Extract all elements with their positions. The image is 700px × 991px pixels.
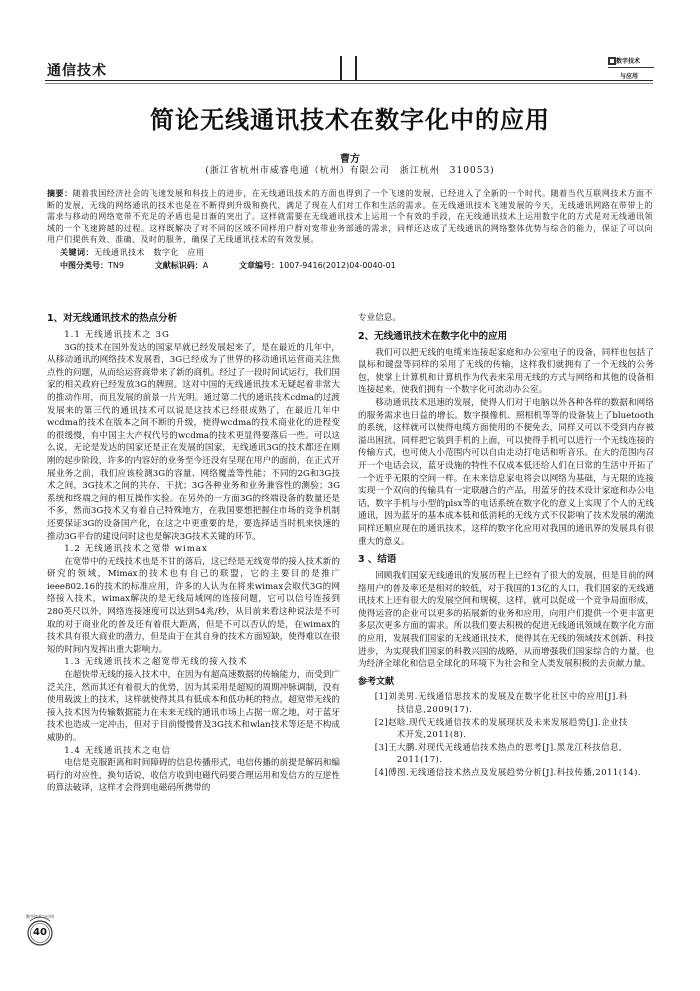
- page-number-badge: [26, 913, 54, 949]
- reference-item: 2011(17).: [396, 754, 443, 765]
- paragraph: 电信是克服距离和时间障碍的信息传播形式，电信传播的前提是解码和编码行的对应性，换句话说，收信方收到电磁代码要合理运用和发信方的互逆性的算法破译，这样才会得到电磁码所携带的: [47, 758, 340, 794]
- article-author: 曹方: [340, 154, 360, 165]
- page-header: [0, 0, 700, 92]
- references-heading: 参考文献: [358, 676, 395, 687]
- logo-rule: [608, 67, 654, 68]
- right-column: [358, 312, 654, 779]
- page-number: 40: [33, 927, 47, 938]
- subsection-heading: 1.2 无线通讯技术之宽带 wimax: [64, 544, 208, 555]
- article-affiliation: (浙江省杭州市威睿电通（杭州）有限公司 浙江杭州 310053): [205, 166, 495, 176]
- header-divider: [355, 56, 357, 80]
- section-heading: 3 、结语: [358, 554, 397, 566]
- subsection-heading: 1.1 无线通讯技术之 3G: [64, 330, 170, 340]
- paragraph: 我们可以把无线的电缆来连接起家庭和办公室电子的设备，同样也包括了鼠标和键盘等同样的采用了无线的传输，这样我们就拥有了一个无线的公务包，使掌上计算机和计算机作为代表来采用无线的方式与网络和其他的设备相连接起来，使我们拥有一个数字化可流动办公室。: [358, 347, 654, 396]
- paragraph: 专业信息。: [358, 313, 401, 323]
- doc-code: 文献标识码：A: [154, 261, 209, 270]
- keywords-text: 无线通讯技术 数字化 应用: [94, 248, 205, 257]
- keywords: [60, 247, 205, 258]
- reference-item: [4]傅图.无线通信技术热点及发展趋势分析[J].科技传播,2011(14).: [374, 767, 642, 777]
- reference-item: [2]赵晗.现代无线通信技术的发展现状及未来发展趋势[J].企业技: [374, 716, 628, 727]
- article-title: 简论无线通讯技术在数字化中的应用: [150, 105, 550, 134]
- paragraph: 回顾我们国家无线通讯的发展历程上已经有了很大的发展，但是目前的网络用户的普及率还是相对的较低，对于我国的13亿的人口，我们国家的无线通讯技术上还有很大的发展空间和规模，这样，就可以促成一个竞争局面形成，使得运营的企业可以更多的拓展新的业务和应用，向用户们提供一个更丰富更多层次更多方面的需求。所以我们要去积极的促进无线通讯领域在数字化方面的应用，发展我们国家的无线通讯技术，使得其在无线的领域技术创新、科技进步，为实现我们国家的科教兴国的战略，从而增强我们国家综合的力量，也为经济全球化和信息全球化的环境下为社会和全人类发展积极的去贡献力量。: [358, 571, 654, 670]
- subsection-heading: 1.4 无线通讯技术之电信: [64, 745, 171, 756]
- paragraph: 移动通讯技术迅速的发展，使得人们对于电脑以外各种各样的数据和网络的服务需求也日益的增长。数字摄像机、照相机等等的设备装上了bluetooth的系统，这样就可以使得电缆方面使用的不便免去，同样又可以不受到内存被溢出困扰，同样把它装到手机的上面，可以使得手机可以进行一个无线连接的传输方式，也可使人小范围内可以自由走动打电话和听音乐。在大的范围内召开一个电话会议，蓝牙设施的特性不仅成本低还给人们在日常的生活中开拓了一个近乎无限的空间一样。在未来信息家电将会以网络为基础，与无限的连接实现一个双向的传输具有一定联融合的产品，用蓝牙的技术设计家庭和办公电话，数字手机与小型的plsx等的电话系统在数字化的意义上实现了个人的无线通讯，因为蓝牙的基本成本低和低消耗的无线方式不仅影响了技术发展的潮流同样还顺应现在的通讯技术，这样的数字化应用对我国的通讯界的发展具有很重大的意义。: [358, 397, 654, 547]
- reference-item: 技信息,2009(17).: [396, 704, 473, 715]
- abstract: [47, 188, 653, 246]
- keywords-label: 关键词：: [60, 248, 94, 257]
- badge-caption: 数字技术与应用: [26, 914, 54, 919]
- abstract-text: 随着我国经济社会的飞速发展和科技上的进步，在无线通讯技术的方面也得到了一个飞速的发展，已经进入了全新的一个时代。随着当代互联网技术方面不断的发展，无线的网络通讯的技术也是在不断得到升级和换代，满足了现在人们对工作和生活的需求。在无线通讯技术飞速发展的今天，无线通讯网路在带带上的需求与移动的网络宽带不充足的矛盾也是日渐的突出了。这样就需要在无线通讯技术上运用一个有效的手段，在无线通讯技术上运用数字化的方式是对无线通讯领域的一个飞速跨越的过程。这样既解决了对不同的区域不同样用户群对宽带业务部通的需求，同样还达成了无线通讯的网络整体优势与综合的能力，保证了可以向用户们提供有效、准确、及时的服务，确保了无线通讯技术的有效发展。: [47, 189, 653, 244]
- subsection-heading: 1.3 无线通讯技术之超宽带无线的接入技术: [64, 657, 248, 668]
- header-divider: [340, 56, 342, 80]
- paragraph: 3G的技术在国外发达的国家早就已经发展起来了，是在最近的几年中，从移动通讯的网络技术发展看，3G已经成为了世界的移动通讯运营商关注焦点性的问题，从而给运营商带来了新的商机。经过了一段时间试运行，我们国家的相关政府已经发放3G的牌照。这对中国的无线通讯技术无疑起着非常大的推动作用，而且发展的前景一片光明。通过第二代的通讯技术cdma的过渡发展来的第三代的通讯技术可以说是这技术已经很成熟了，在最近几年中wcdma的技术在版本之间不断的升级，使得wcdma的技术商业化的进程变的很缓慢，有中国主大产权代号的wcdma的技术更显得要落后一些。可以这么说，无论是发达的国家还是正在发展的国家，无线通讯3G的技术都还在刚刚的起步阶段，许多的内容好的业务至今还没有呈现在用户的面前，在正式开展业务之前，我们应该检测3G的容量、网络覆盖等性能；不同的2G和3G技术之间，3G技术之间的共存、干扰；3G各种业务和业务兼容性的测验；3G系统和终端之间的相互操作实验。在另外的一方面3G的终端设备的数量还是不多，然而3G技术又有着自己特殊地方，在我国要想把握住市场的竞争机制还要保证3G的设备国产化，在这之中更重要的是，要选择适当时机来快速的推动3G平台的建设问时这也是解决3G技术关键的环节。: [47, 342, 340, 542]
- section-title: 通信技术: [47, 63, 107, 79]
- section-heading: 1、对无线通讯技术的热点分析: [47, 313, 178, 324]
- reference-item: [3]王大鹏.对现代无线通信技术热点的思考[J].黑龙江科技信息,: [374, 741, 623, 752]
- logo-mark-icon: [608, 57, 616, 65]
- journal-logo: [606, 54, 656, 82]
- left-column: [47, 312, 340, 795]
- reference-item: 术开发,2011(8).: [396, 729, 467, 740]
- abstract-label: 摘要：: [47, 189, 73, 198]
- header-rule: [45, 80, 653, 81]
- clc-number: 中图分类号：TN9: [60, 261, 124, 270]
- paragraph: 在宽带中的无线技术也是不甘的落后，这已经是无线宽带的接入技术新的研究的领域，Mimax的技术也有自己的联盟，它的主要目的是推广ieee802.16的技术的标准应用，许多的人认为在将来wimax会取代3G的网络接入技术，wimax解决的是无线局域网的连接问题，它可以信号连接到280英尺以外，网络连接速度可以达到54兆/秒，从目前来看这种说法是不可取的对于商业化的普及还有着很大距离，但是不可以否认的是，在wimax的技术具有很大商业的潜力，但是由于在其自身的技术方面短缺，使得难以在很短的时间内发挥出重大影响力。: [47, 556, 340, 655]
- section-heading: 2、无线通讯技术在数字化中的应用: [358, 330, 508, 342]
- logo-text-bottom: 与应用: [620, 73, 639, 80]
- article-id: 文章编号：1007-9416(2012)04-0040-01: [239, 261, 396, 270]
- header-rule-thin: [45, 83, 653, 84]
- article-meta: [60, 260, 424, 271]
- reference-item: [1]刘美男.无线通信思技术的发展及在数字化社区中的应用[J].科: [374, 691, 628, 702]
- paragraph: 在超快带无线的接入技术中，在因为有超高速数据的传输能力，而受到广泛关注，然而其还有着很大的优势，因为其采用是超短的周期冲脉调制，没有使用载波上的技术，这样就使得其具有低成本和低功耗的特点，超宽带无线的接入技术因为传输数据能力在未来无线的通讯市场上占据一席之地，对于蓝牙技术也造成一定冲击，但对于目前慢慢普及3G技术和wlan技术等还是不构成威胁的。: [47, 670, 340, 743]
- logo-text-top: 数字技术: [616, 58, 641, 65]
